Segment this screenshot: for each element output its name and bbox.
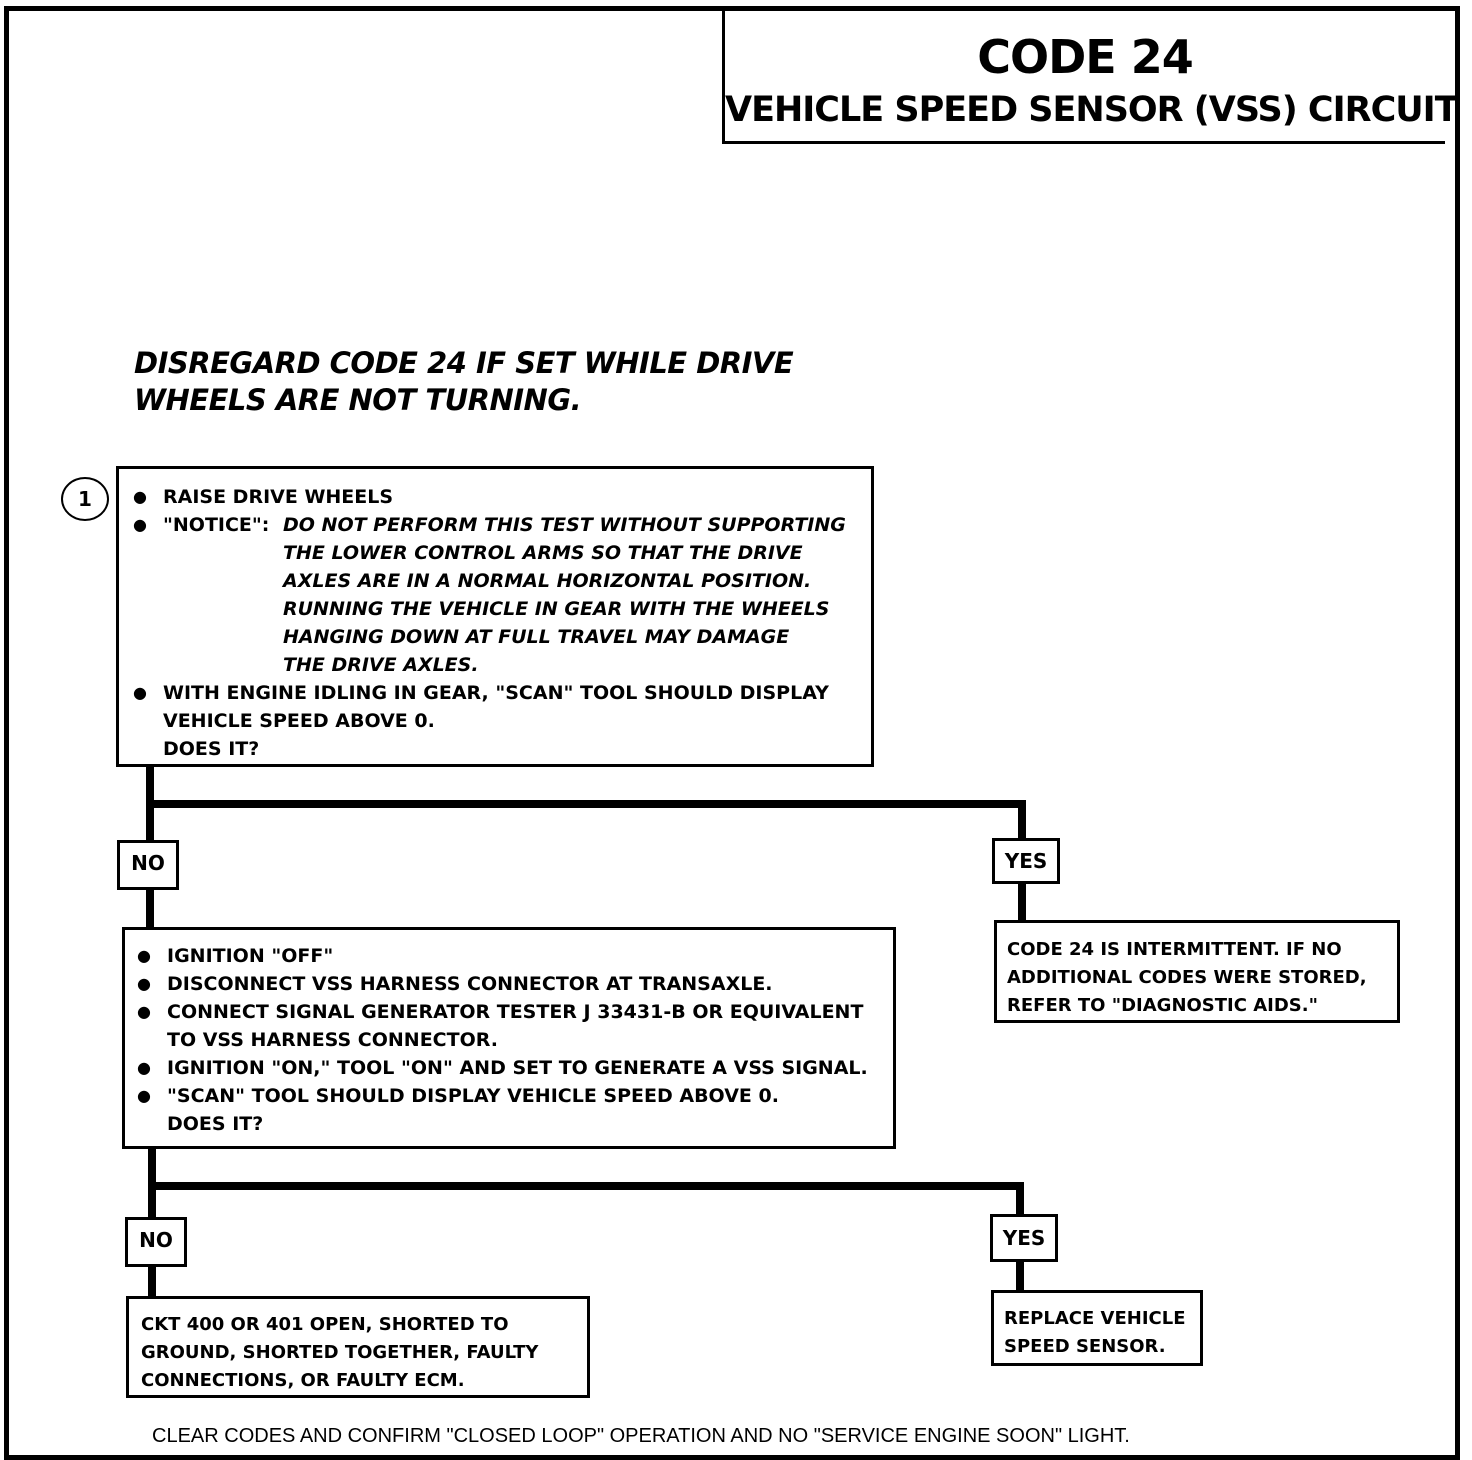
step-2-bullet-connect-tester	[137, 998, 883, 1054]
connector	[146, 890, 154, 927]
step-1-box	[116, 466, 874, 767]
title-box	[722, 8, 1458, 144]
notice-line: HANGING DOWN AT FULL TRAVEL MAY DAMAGE	[283, 626, 790, 648]
step-2-bullet-ignition-on: ● IGNITION "ON," TOOL "ON" AND SET TO GENERATE A VSS SIGNAL.	[137, 1054, 883, 1082]
step-1-bullet-scan	[133, 679, 861, 763]
disregard-line-1: DISREGARD CODE 24 IF SET WHILE DRIVE	[134, 346, 794, 380]
connector	[146, 800, 1026, 808]
step-1-marker: 1	[61, 477, 109, 521]
scan-line: ● WITH ENGINE IDLING IN GEAR, "SCAN" TOOL SHOULD DISPLAY	[163, 682, 829, 704]
notice-line: RUNNING THE VEHICLE IN GEAR WITH THE WHEELS	[283, 598, 830, 620]
notice-label: ● "NOTICE":	[163, 514, 270, 536]
connector	[148, 1182, 1024, 1190]
scan-line: DOES IT?	[167, 1113, 264, 1135]
step-2-box	[122, 927, 896, 1149]
result-line: CONNECTIONS, OR FAULTY ECM.	[141, 1370, 465, 1391]
footer-instruction: CLEAR CODES AND CONFIRM "CLOSED LOOP" OPERATION AND NO "SERVICE ENGINE SOON" LIGHT.	[152, 1425, 1130, 1447]
code-title: CODE 24	[977, 30, 1193, 84]
tester-line: ● CONNECT SIGNAL GENERATOR TESTER J 33431-B OR EQUIVALENT	[167, 1001, 864, 1023]
step-1-bullet-raise: ● RAISE DRIVE WHEELS	[133, 483, 861, 511]
no-label-1: NO	[117, 840, 179, 890]
notice-line: DO NOT PERFORM THIS TEST WITHOUT SUPPORTING	[283, 514, 846, 536]
result-line: CODE 24 IS INTERMITTENT. IF NO	[1007, 939, 1342, 960]
step-2-bullet-disconnect: ● DISCONNECT VSS HARNESS CONNECTOR AT TRANSAXLE.	[137, 970, 883, 998]
circuit-fault-result-box	[126, 1296, 590, 1398]
result-line: CKT 400 OR 401 OPEN, SHORTED TO	[141, 1314, 509, 1335]
notice-line: THE LOWER CONTROL ARMS SO THAT THE DRIVE	[283, 542, 803, 564]
notice-line: AXLES ARE IN A NORMAL HORIZONTAL POSITION.	[283, 570, 812, 592]
result-line: REPLACE VEHICLE	[1004, 1308, 1186, 1329]
replace-sensor-result-box	[991, 1290, 1203, 1366]
intermittent-result-box	[994, 920, 1400, 1023]
scan-line: DOES IT?	[163, 738, 260, 760]
result-line: ADDITIONAL CODES WERE STORED,	[1007, 967, 1367, 988]
connector	[1018, 884, 1026, 920]
tester-line: TO VSS HARNESS CONNECTOR.	[167, 1029, 498, 1051]
no-label-2: NO	[125, 1217, 187, 1267]
circuit-title: VEHICLE SPEED SENSOR (VSS) CIRCUIT	[725, 90, 1458, 130]
scan-line: ● "SCAN" TOOL SHOULD DISPLAY VEHICLE SPEED ABOVE 0.	[167, 1085, 779, 1107]
result-line: REFER TO "DIAGNOSTIC AIDS."	[1007, 995, 1318, 1016]
scan-line: VEHICLE SPEED ABOVE 0.	[163, 710, 435, 732]
yes-label-1: YES	[992, 838, 1060, 884]
step-2-bullet-scan	[137, 1082, 883, 1138]
notice-text	[283, 511, 846, 679]
connector	[1016, 1182, 1024, 1214]
disregard-note	[134, 345, 834, 419]
notice-line: THE DRIVE AXLES.	[283, 654, 479, 676]
result-line: GROUND, SHORTED TOGETHER, FAULTY	[141, 1342, 539, 1363]
connector	[1016, 1262, 1024, 1290]
step-2-bullet-ignition-off: ● IGNITION "OFF"	[137, 942, 883, 970]
result-line: SPEED SENSOR.	[1004, 1336, 1166, 1357]
connector	[1018, 800, 1026, 838]
connector	[148, 1267, 156, 1297]
step-1-bullet-notice	[133, 511, 861, 679]
disregard-line-2: WHEELS ARE NOT TURNING.	[134, 383, 582, 417]
yes-label-2: YES	[990, 1214, 1058, 1262]
